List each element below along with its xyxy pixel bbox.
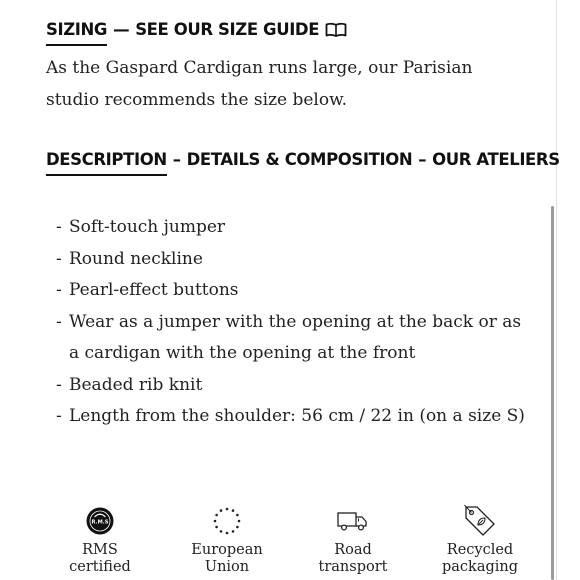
eu-star-dot	[220, 530, 223, 533]
size-guide-link[interactable]	[135, 20, 347, 39]
list-item: - Wear as a jumper with the opening at the back or as a cardigan with the opening at the front	[56, 307, 536, 370]
tab-separator-2: –	[418, 150, 427, 169]
tab-sizing[interactable]: SIZING	[46, 20, 107, 46]
tab-our-ateliers[interactable]: OUR ATELIERS	[432, 150, 560, 169]
rms-seal-text: R.M.S	[91, 519, 109, 526]
truck-icon	[337, 510, 369, 532]
badge-label-line1: RMS	[82, 542, 118, 558]
eu-star-dot	[214, 520, 217, 523]
list-item: - Beaded rib knit	[56, 370, 536, 402]
badge-label-line1: Recycled	[446, 542, 514, 558]
eu-star-dot	[238, 520, 241, 523]
list-item: - Round neckline	[56, 244, 536, 276]
eu-stars-icon	[211, 505, 243, 537]
eu-star-dot	[226, 508, 229, 511]
list-item: - Length from the shoulder: 56 cm / 22 in (on a size S)	[56, 401, 536, 433]
eu-star-dot	[232, 509, 235, 512]
badge-label-line2: Union	[204, 558, 250, 575]
recycled-tag-icon	[463, 504, 497, 538]
badge-rms-certified	[45, 504, 155, 575]
book-icon	[325, 22, 347, 38]
badge-road-transport	[298, 504, 408, 575]
eu-star-dot	[236, 514, 239, 517]
badge-label-line2: certified	[69, 558, 131, 575]
eu-star-dot	[215, 526, 218, 529]
eu-star-dot	[215, 514, 218, 517]
size-guide-label: SEE OUR SIZE GUIDE	[135, 20, 320, 39]
description-tabs	[46, 150, 560, 176]
tab-separator-1: –	[172, 150, 181, 169]
sizing-header	[46, 20, 347, 46]
eu-star-dot	[236, 526, 239, 529]
scrollbar[interactable]	[551, 206, 554, 580]
badge-label-line1: European	[191, 542, 263, 558]
description-list	[56, 212, 536, 433]
eu-star-dot	[226, 532, 229, 535]
list-item: - Soft-touch jumper	[56, 212, 536, 244]
panel-right-border	[556, 0, 557, 580]
header-separator: —	[113, 20, 130, 39]
eu-star-dot	[232, 530, 235, 533]
tab-details-composition[interactable]: DETAILS & COMPOSITION	[186, 150, 413, 169]
sizing-text-line2: studio recommends the size below.	[46, 90, 348, 110]
badge-label-line2: transport	[318, 558, 388, 575]
list-item: - Pearl-effect buttons	[56, 275, 536, 307]
badge-european-union	[172, 504, 282, 575]
sizing-text-line1: As the Gaspard Cardigan runs large, our Parisian	[46, 58, 473, 78]
tab-description[interactable]: DESCRIPTION	[46, 150, 167, 176]
sizing-recommendation	[46, 52, 556, 116]
badge-label-line1: Road	[334, 542, 372, 558]
badge-label-line2: packaging	[441, 558, 519, 575]
rms-seal-icon	[85, 506, 115, 536]
eu-star-dot	[220, 509, 223, 512]
badge-recycled-packaging	[425, 504, 535, 575]
